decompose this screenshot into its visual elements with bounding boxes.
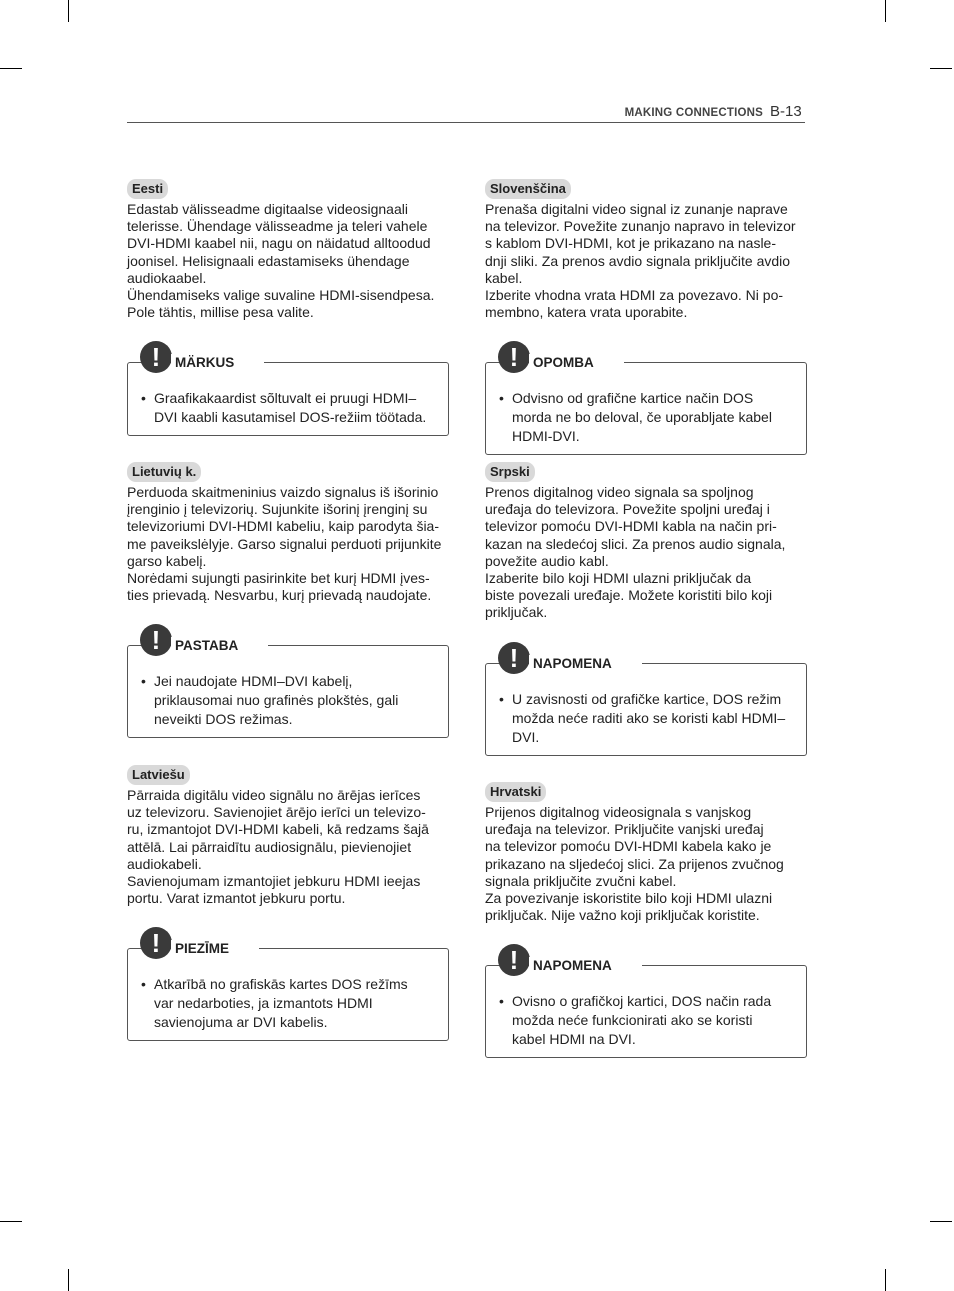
text-line: membno, katera vrata uporabite. [485,304,688,321]
exclamation-icon: ! [140,341,172,373]
language-section [485,462,807,756]
exclamation-icon: ! [498,341,530,373]
body-text [485,201,807,321]
note-list [498,690,794,747]
note-line: • Jei naudojate HDMI–DVI kabelį, [154,673,353,690]
crop-mark [68,1269,69,1291]
text-line: Prijenos digitalnog videosignala s vanjskog [485,804,752,820]
text-line: Izberite vhodna vrata HDMI za povezavo. Ni po- [485,287,784,304]
text-line: audiokabeli. [127,855,202,872]
language-section [127,765,449,1041]
crop-mark [930,1221,952,1222]
note-line: • Ovisno o grafičkoj kartici, DOS način rada [512,993,772,1010]
text-line: Ühendamiseks valige suvaline HDMI-sisendpesa. [127,287,435,304]
note-list [498,992,794,1049]
note-line: • Graafikakaardist sõltuvalt ei pruugi HDMI– [154,390,417,407]
language-heading [485,782,807,802]
text-line: priključak. [485,604,548,621]
crop-mark [885,1269,886,1291]
text-line: įrenginio į televizorių. Sujunkite išorinį įrenginį su [127,501,428,518]
text-line: DVI-HDMI kaabel nii, nagu on näidatud alltoodud [127,235,431,252]
note-title-wrap [529,957,642,975]
note-box [485,642,807,756]
text-line: biste povezali uređaje. Možete koristiti bilo koji [485,587,773,604]
language-label: Eesti [127,179,168,199]
note-title: PIEZĪME [175,941,230,957]
note-line: kabel HDMI na DVI. [512,1031,636,1048]
language-label: Lietuvių k. [127,462,201,482]
note-box [485,945,807,1058]
language-section [485,782,807,1058]
body-text [127,201,449,321]
language-heading [485,462,807,482]
note-bullet-item [498,992,794,1049]
note-line: neveikti DOS režimas. [154,711,293,728]
exclamation-icon: ! [140,624,172,656]
text-line: portu. Varat izmantot jebkuru portu. [127,890,346,907]
note-line: • Atkarībā no grafiskās kartes DOS režīms [154,976,408,993]
text-line: povežite audio kabl. [485,552,609,569]
text-line: kazan na sledećoj slici. Za prenos audio signala, [485,535,786,552]
text-line: uređaja do televizora. Povežite spoljni uređaj i [485,501,770,518]
crop-mark [68,0,69,22]
note-line: priklausomai nuo grafinės plokštės, gali [154,692,399,709]
text-line: s kablom DVI-HDMI, kot je prikazano na nasle- [485,235,776,252]
text-line: ru, izmantojot DVI-HDMI kabeli, kā redzams šajā [127,821,429,838]
text-line: televizor pomoću DVI-HDMI kabla na način pri- [485,518,777,535]
language-heading [127,765,449,785]
text-line: signala priključite zvučni kabel. [485,872,677,889]
page-number: B-13 [770,103,802,120]
note-bullet-item [140,389,436,427]
text-line: audiokaabel. [127,269,207,286]
note-title: NAPOMENA [533,958,612,974]
text-line: Prenaša digitalni video signal iz zunanje naprave [485,201,788,217]
text-line: Perduoda skaitmeninius vaizdo signalus iš išorinio [127,484,439,500]
note-title-wrap [171,940,259,958]
note-title: MÄRKUS [175,355,235,371]
crop-mark [885,0,886,22]
text-line: Norėdami sujungti pasirinkite bet kurį HDMI įves- [127,570,430,587]
crop-mark [0,1221,22,1222]
language-label: Srpski [485,462,535,482]
language-heading [127,179,449,199]
language-label: Latviešu [127,765,190,785]
text-line: Savienojumam izmantojiet jebkuru HDMI ieejas [127,873,421,890]
body-text [127,787,449,907]
note-title-wrap [529,655,642,673]
text-line: priključak. Nije važno koji priključak koristite. [485,907,760,924]
note-line: • Odvisno od grafične kartice način DOS [512,390,754,407]
body-text [127,484,449,604]
note-box [485,342,807,455]
text-line: garso kabelį. [127,552,207,569]
note-line: var nedarboties, ja izmantots HDMI [154,995,373,1012]
note-line: • U zavisnosti od grafičke kartice, DOS režim [512,690,782,707]
note-list [140,975,436,1032]
text-line: dnji sliki. Za prenos avdio signala priključite avdio [485,252,791,269]
note-bullet-item [140,672,436,729]
language-heading [485,179,807,199]
language-section [485,179,807,455]
text-line: attēlā. Lai pārraidītu audiosignālu, pievienojiet [127,838,412,855]
text-line: ties prievadą. Nesvarbu, kurį prievadą naudojate. [127,587,432,604]
note-title: PASTABA [175,638,239,654]
note-line: možda neće raditi ako se koristi kabl HDMI– [512,709,786,726]
note-line: savienojuma ar DVI kabelis. [154,1014,328,1031]
body-text [485,804,807,924]
text-line: joonisel. Helisignaali edastamiseks ühendage [127,252,410,269]
note-title-wrap [171,354,264,372]
note-list [140,389,436,427]
note-line: DVI kaabli kasutamisel DOS-režiim töötada. [154,409,427,426]
language-section [127,179,449,436]
language-label: Hrvatski [485,782,546,802]
note-bullet-item [498,690,794,747]
header-rule [127,122,805,123]
text-line: telerisse. Ühendage välisseadme ja teleri vahele [127,218,428,235]
exclamation-icon: ! [498,944,530,976]
text-line: prikazano na sljedećoj slici. Za prijenos zvučnog [485,855,784,872]
text-line: Izaberite bilo koji HDMI ulazni priključak da [485,570,752,587]
exclamation-icon: ! [498,642,530,674]
note-title: NAPOMENA [533,655,612,671]
note-list [140,672,436,729]
note-bullet-item [140,975,436,1032]
note-bullet-item [498,389,794,446]
text-line: televizoriumi DVI-HDMI kabeliu, kaip parodyta šia- [127,518,439,535]
note-box [127,342,449,436]
note-box [127,928,449,1041]
note-line: morda ne bo deloval, če uporabljate kabel [512,409,772,426]
note-list [498,389,794,446]
body-text [485,484,807,622]
text-line: kabel. [485,269,523,286]
crop-mark [930,68,952,69]
note-line: možda neće funkcionirati ako se koristi [512,1012,753,1029]
note-title: OPOMBA [533,355,594,371]
language-heading [127,462,449,482]
text-line: uz televizoru. Savienojiet ārējo ierīci un televizo- [127,804,426,821]
text-line: uređaja na televizor. Priključite vanjski uređaj [485,821,764,838]
running-header-section: MAKING CONNECTIONS [624,107,763,119]
text-line: me paveikslėlyje. Garso signalui perduoti prijunkite [127,535,442,552]
crop-mark [0,68,22,69]
text-line: Edastab välisseadme digitaalse videosignaali [127,201,408,217]
text-line: Za povezivanje iskoristite bilo koji HDMI ulazni [485,890,773,907]
note-line: HDMI-DVI. [512,428,580,445]
note-title-wrap [171,637,268,655]
text-line: na televizor. Povežite zunanjo napravo in televizor [485,218,796,235]
text-line: Pole tähtis, millise pesa valite. [127,304,314,321]
exclamation-icon: ! [140,927,172,959]
note-title-wrap [529,354,624,372]
note-box [127,625,449,738]
language-label: Slovenščina [485,179,571,199]
note-line: DVI. [512,728,540,745]
text-line: Prenos digitalnog video signala sa spoljnog [485,484,754,500]
text-line: Pārraida digitālu video signālu no ārējas ierīces [127,787,421,803]
text-line: na televizor pomoću DVI-HDMI kabela kako je [485,838,772,855]
language-section [127,462,449,738]
